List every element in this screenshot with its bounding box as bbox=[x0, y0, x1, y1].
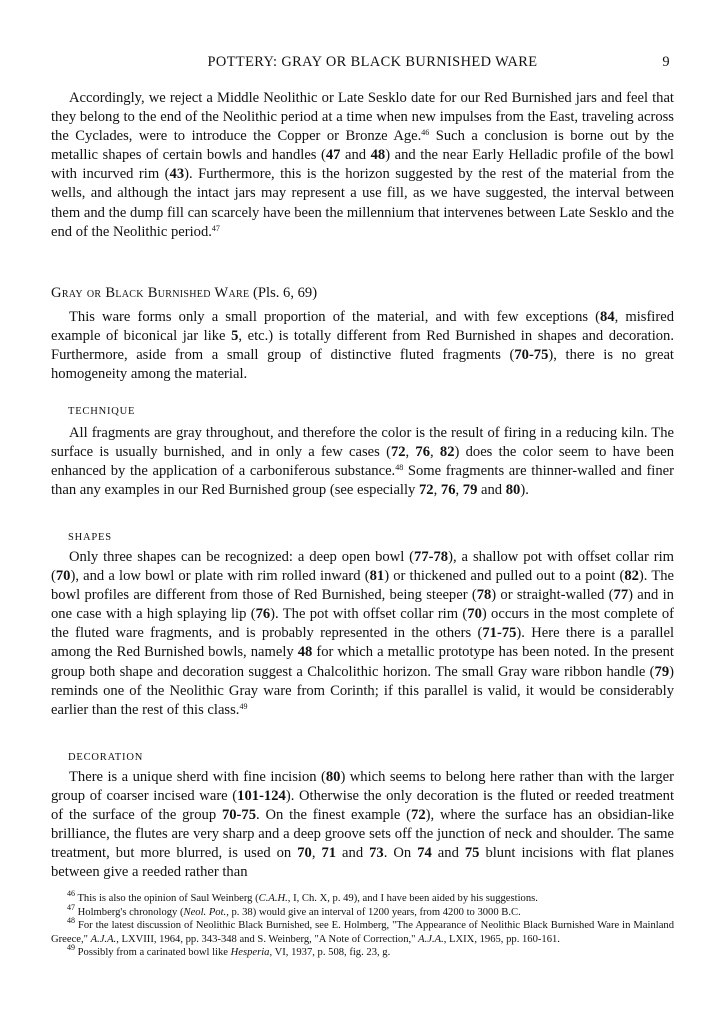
footnote-49: $^{49}$ Possibly from a carinated bowl like Hesperia, VI, 1937, p. 508, fig. 23, g. bbox=[67, 943, 391, 959]
subheading-technique: TECHNIQUE bbox=[68, 406, 136, 417]
footnotes bbox=[51, 889, 674, 960]
footnote-ref-49[interactable]: 49 bbox=[239, 701, 248, 711]
paragraph-shapes: Only three shapes can be recognized: a deep open bowl (77-78), a shallow pot with offset collar rim (70), and a low bowl or plate with rim rolled inward (81) or thickened and pulled out to a point (82). The bowl profiles are different from those of Red Burnished, being steeper (78) or straight-walled (77) and in one case with a high splaying lip (76). The pot with offset collar rim (70) occurs in the most complete of the fluted ware fragments, and is probably represented in the others (71-75). Here there is a parallel among the Red Burnished bowls, namely 48 for which a metallic prototype has been noted. In the present group both shape and decoration suggest a Chalcolithic horizon. The small Gray ware ribbon handle (79) reminds one of the Neolithic Gray ware from Corinth; if this parallel is valid, it would be considerably earlier than the rest of this class.$^{49}$ bbox=[51, 549, 675, 718]
subheading-shapes: SHAPES bbox=[68, 532, 112, 543]
subheading-decoration: DECORATION bbox=[68, 752, 144, 763]
paragraph-conclusion: Accordingly, we reject a Middle Neolithic or Late Sesklo date for our Red Burnished jars and feel that they belong to the end of the Neolithic period at a time when new impulses from the East, traveling across the Cyclades, were to introduce the Copper or Bronze Age.$^{46}$ Such a conclusion is borne out by the metallic shapes of certain bowls and handles (47 and 48) and the near Early Helladic profile of the bowl with incurved rim (43). Furthermore, this is the horizon suggested by the rest of the material from the wells, and although the intact jars may represent a use fill, as we have suggested, the interval between them and the dump fill can scarcely have been the millennium that intervenes between Late Sesklo and the end of the Neolithic period.$^{47}$ bbox=[51, 90, 675, 240]
footnote-ref-48[interactable]: 48 bbox=[395, 463, 404, 473]
paragraph-decoration: There is a unique sherd with fine incision (80) which seems to belong here rather than with the larger group of coarser incised ware (101-124). Otherwise the only decoration is the fluted or reeded treatment of the surface of the group 70-75. On the finest example (72), where the surface has an obsidian-like brilliance, the flutes are very sharp and a deep groove sets off the junction of neck and shoulder. The same treatment, but more blurred, is used on 70, 71 and 73. On 74 and 75 blunt incisions with flat planes between give a reeded rather than bbox=[51, 769, 674, 881]
footnote-48: $^{48}$ For the latest discussion of Neolithic Black Burnished, see E. Holmberg, "The Appearance of Neolithic Black Burnished Ware in Mainland Greece," A.J.A., LXVIII, 1964, pp. 343-348 and S. Weinberg, "A Note of Correction," A.J.A., LXIX, 1965, pp. 160-161. bbox=[51, 916, 674, 945]
footnote-46: $^{46}$ This is also the opinion of Saul Weinberg (C.A.H., I, Ch. X, p. 49), and I have been aided by his suggestions. bbox=[67, 889, 538, 904]
page-number: 9 bbox=[662, 54, 670, 70]
running-title: POTTERY: GRAY OR BLACK BURNISHED WARE bbox=[207, 54, 538, 70]
footnote-ref-47[interactable]: 47 bbox=[211, 223, 220, 233]
paragraph-intro: This ware forms only a small proportion of the material, and with few exceptions (84, misfired example of biconical jar like 5, etc.) is totally different from Red Burnished in shapes and decoration. Furthermore, aside from a small group of distinctive fluted fragments (70-75), there is no great homogeneity among the material. bbox=[51, 309, 675, 383]
paragraph-technique: All fragments are gray throughout, and therefore the color is the result of firing in a reducing kiln. The surface is usually burnished, and in only a few cases (72, 76, 82) does the color seem to have been enhanced by the application of a carboniferous substance.$^{48}$ Some fragments are thinner-walled and finer than any examples in our Red Burnished group (see especially 72, 76, 79 and 80). bbox=[51, 425, 674, 499]
footnote-47: $^{47}$ Holmberg's chronology (Neol. Pot., p. 38) would give an interval of 1200 years, from 4200 to 3000 B.C. bbox=[67, 902, 521, 918]
section-heading: Gray or Black Burnished Ware (Pls. 6, 69) bbox=[51, 285, 318, 301]
running-head bbox=[51, 53, 674, 73]
footnote-ref-46[interactable]: 46 bbox=[421, 128, 430, 138]
